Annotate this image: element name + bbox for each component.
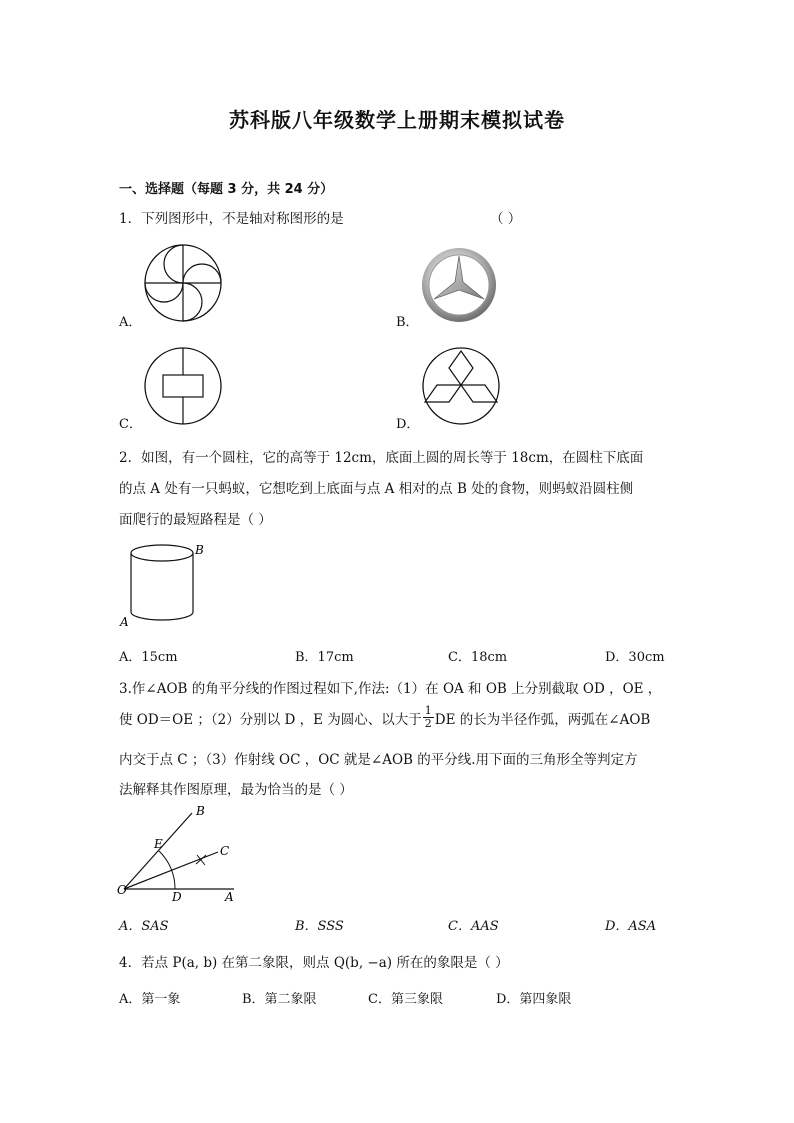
q4-option-b: B．第二象限 (242, 992, 317, 1007)
q4-option-d: D．第四象限 (496, 992, 572, 1007)
q2-line-1: 2．如图，有一个圆柱，它的高等于 12cm，底面上圆的周长等于 18cm，在圆柱下底面 (119, 450, 644, 466)
q2-option-c: C．18cm (448, 650, 508, 665)
q2-cylinder-figure (118, 540, 214, 630)
q3-fraction-numerator: 1 (424, 704, 432, 717)
q1-figure-c (142, 345, 224, 427)
q3-line-2 (119, 705, 650, 730)
q2-line-2: 的点 A 处有一只蚂蚁，它想吃到上底面与点 A 相对的点 B 处的食物，则蚂蚁沿圆柱侧 (119, 481, 634, 497)
q3-label-b: B (196, 804, 205, 818)
q1-option-b-label: B． (396, 315, 419, 330)
q3-line-2-start: 使 OD＝OE ；（2）分别以 D ，E 为圆心、以大于 (119, 711, 422, 728)
q1-figure-b (420, 246, 498, 324)
q4-stem: 4．若点 P(a, b) 在第二象限，则点 Q(b, −a) 所在的象限是（ ） (119, 955, 509, 971)
q4-option-a: A．第一象 (119, 992, 181, 1007)
q3-label-o: O (117, 883, 127, 897)
q1-option-d-label: D． (396, 417, 420, 432)
q3-option-a: A．SAS (119, 919, 169, 934)
q3-line-3: 内交于点 C ；（3）作射线 OC ，OC 就是∠AOB 的平分线.用下面的三角形全等判定方 (119, 752, 638, 768)
q3-option-d: D．ASA (605, 919, 657, 934)
q3-angle-figure (114, 800, 244, 906)
q3-label-c: C (220, 844, 230, 858)
q2-label-b: B (195, 543, 204, 557)
q1-figure-d (420, 345, 502, 427)
q1-option-a-label: A． (119, 315, 142, 330)
q1-stem: 1．下列图形中，不是轴对称图形的是 (119, 211, 344, 227)
q3-label-d: D (172, 890, 182, 904)
q3-line-2-end: DE 的长为半径作弧，两弧在∠AOB (434, 711, 651, 728)
q3-label-a: A (225, 890, 234, 904)
page-title: 苏科版八年级数学上册期末模拟试卷 (229, 108, 565, 132)
q3-line-4: 法解释其作图原理，最为恰当的是（ ） (119, 782, 353, 798)
q1-answer-paren: （ ） (490, 211, 522, 227)
q3-line-1: 3.作∠AOB 的角平分线的作图过程如下,作法:（1）在 OA 和 OB 上分别截取 OD ，OE ， (119, 681, 662, 697)
section-heading: 一、选择题（每题 3 分，共 24 分） (119, 182, 334, 197)
q3-label-e: E (154, 837, 163, 851)
q1-figure-a (142, 242, 224, 324)
q3-fraction-half (423, 705, 434, 730)
q3-fraction-denominator: 2 (424, 717, 432, 730)
q3-option-b: B．SSS (295, 919, 344, 934)
q1-option-c-label: C． (119, 417, 142, 432)
q3-option-c: C．AAS (448, 919, 499, 934)
q2-option-b: B．17cm (295, 650, 354, 665)
q2-line-3: 面爬行的最短路程是（ ） (119, 512, 272, 528)
q2-option-a: A．15cm (119, 650, 178, 665)
q2-label-a: A (120, 615, 129, 629)
q4-option-c: C．第三象限 (368, 992, 443, 1007)
q2-option-d: D．30cm (605, 650, 665, 665)
